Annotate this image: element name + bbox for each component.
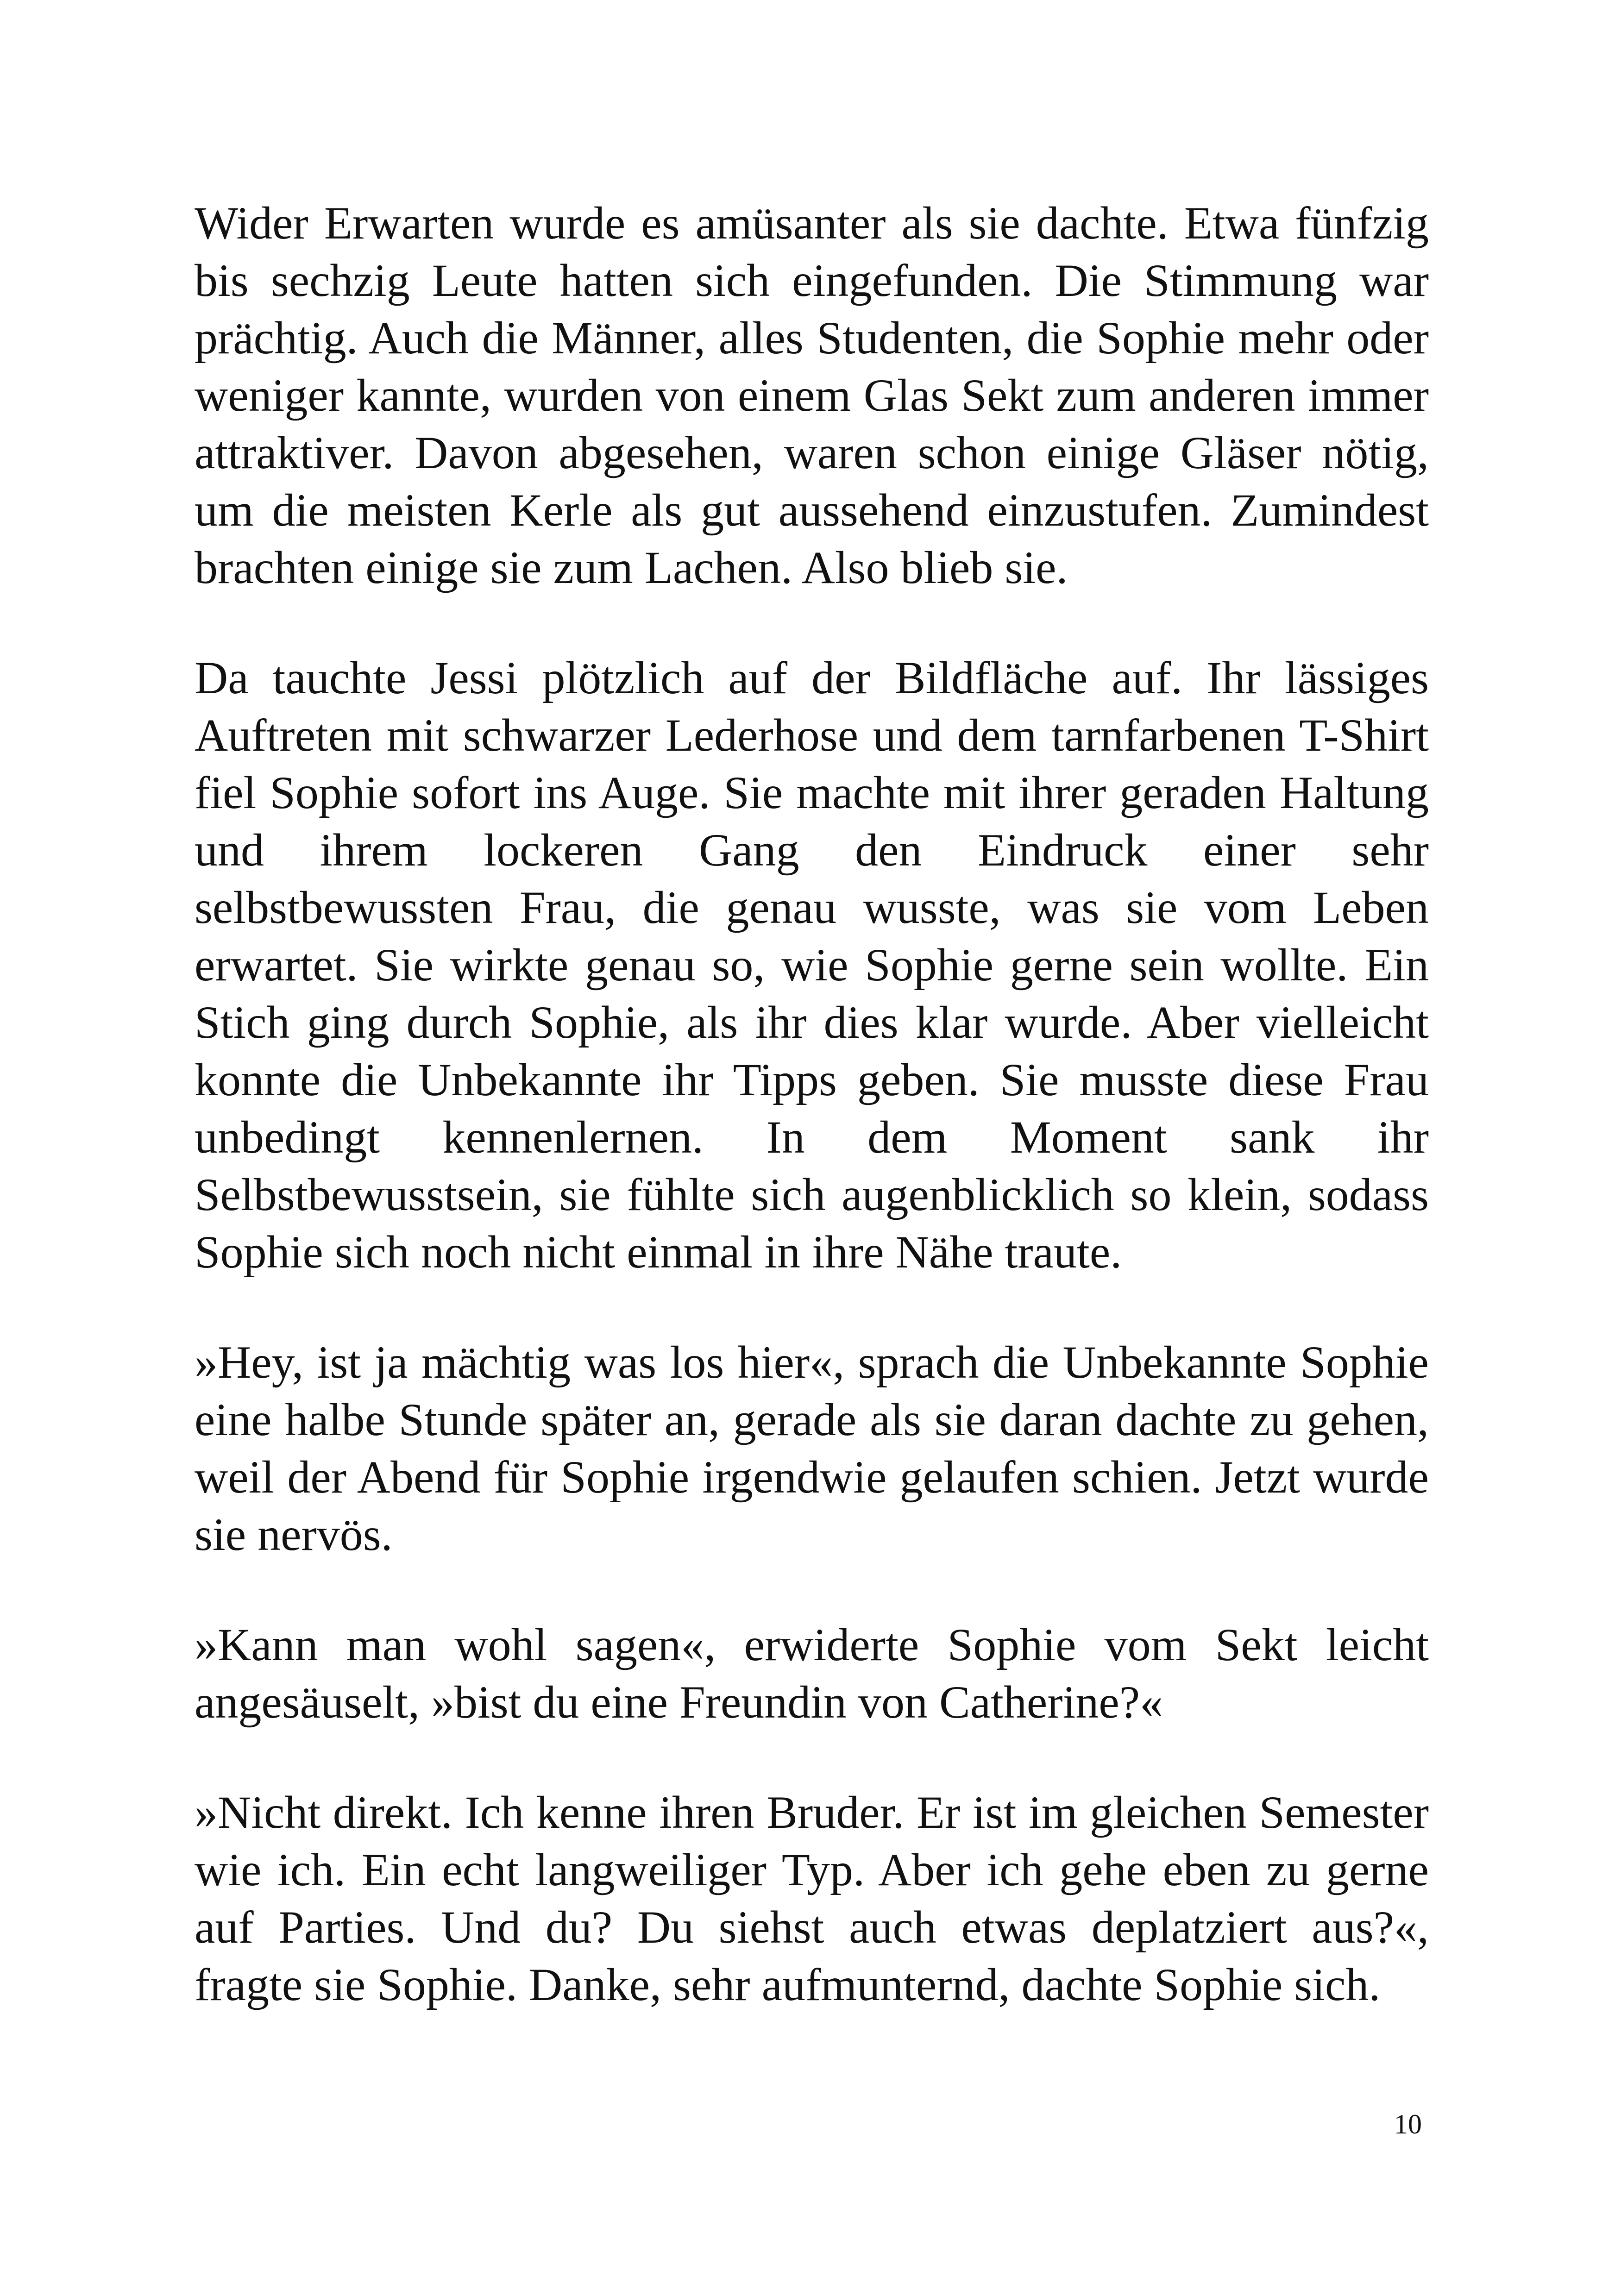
paragraph: »Hey, ist ja mächtig was los hier«, sprach die Unbekannte Sophie eine halbe Stunde später an, gerade als sie daran dachte zu gehen, weil der Abend für Sophie irgendwie gelaufen schien. Jetzt wurde sie nervös. xyxy=(195,1336,1429,1560)
body-text xyxy=(195,194,1429,2014)
paragraph: »Kann man wohl sagen«, erwiderte Sophie vom Sekt leicht angesäuselt, »bist du eine Freundin von Catherine?« xyxy=(195,1619,1429,1728)
paragraph: Da tauchte Jessi plötzlich auf der Bildfläche auf. Ihr lässiges Auftreten mit schwarzer Lederhose und dem tarnfarbenen T-Shirt fiel Sophie sofort ins Auge. Sie machte mit ihrer geraden Haltung und ihrem lockeren Gang den Eindruck einer sehr selbstbewussten Frau, die genau wusste, was sie vom Leben erwartet. Sie wirkte genau so, wie Sophie gerne sein wollte. Ein Stich ging durch Sophie, als ihr dies klar wurde. Aber vielleicht konnte die Unbekannte ihr Tipps geben. Sie musste diese Frau unbedingt kennenlernen. In dem Moment sank ihr Selbstbewusstsein, sie fühlte sich augenblicklich so klein, sodass Sophie sich noch nicht einmal in ihre Nähe traute. xyxy=(195,652,1429,1278)
paragraph: »Nicht direkt. Ich kenne ihren Bruder. Er ist im gleichen Semester wie ich. Ein echt langweiliger Typ. Aber ich gehe eben zu gerne auf Parties. Und du? Du siehst auch etwas deplatziert aus?«, fragte sie Sophie. Danke, sehr aufmunternd, dachte Sophie sich. xyxy=(195,1787,1429,2010)
page-number: 10 xyxy=(1394,2109,1422,2139)
paragraph: Wider Erwarten wurde es amüsanter als sie dachte. Etwa fünfzig bis sechzig Leute hatten sich eingefunden. Die Stimmung war prächtig. Auch die Männer, alles Studenten, die Sophie mehr oder weniger kannte, wurden von einem Glas Sekt zum anderen immer attraktiver. Davon abgesehen, waren schon einige Gläser nötig, um die meisten Kerle als gut aussehend einzustufen. Zumindest brachten einige sie zum Lachen. Also blieb sie. xyxy=(195,197,1429,593)
